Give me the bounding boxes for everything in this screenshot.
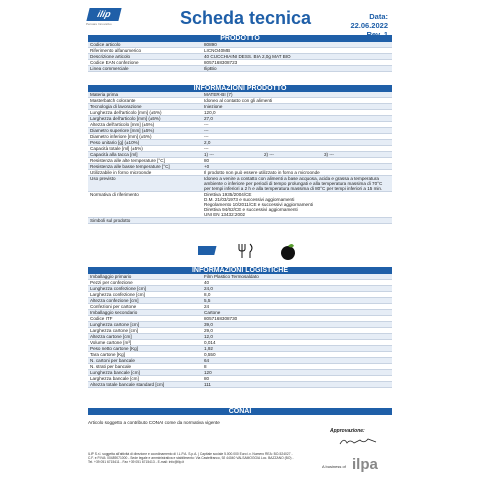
row-value: --- [202,146,392,152]
row-label: Peso netto cartone [Kg] [88,346,202,352]
table-logistiche [88,274,392,388]
table-row [88,382,392,388]
row-label: Confezioni per cartone [88,304,202,310]
row-label: Altezza cartone [cm] [88,334,202,340]
row-label: Uso previsto [88,176,202,192]
row-value: 5,5 [202,298,392,304]
row-value: IlipBio [202,66,392,72]
company-info: ILIP S.r.l. soggetta all'attività di direzione e coordinamento di I.L.P.A. S.p.A. | Capitale sociale 5.000.000 Euro i.v. Numero REA: BO-524027 - C.F. e P.IVA: 00489071000 - Sede legale e amministrativa e stabilimento: Via Castelfranco, 92 44040 VALSAMOGGIA Loc. BAZZANO (BO) - Tel. +39 051 6715411 - Fax +39 051 6715413 - E-mail: info@ilip.it [88,452,294,465]
row-label: Larghezza dell'articolo [mm] (±5%) [88,116,202,122]
row-label: Capacità totale [ml] (±5%) [88,146,202,152]
row-value: Film Plastico Termosaldato [202,274,392,280]
page-title: Scheda tecnica [180,8,312,28]
row-value: Iniezione [202,104,392,110]
table-informazioni [88,92,392,224]
row-label: Tecnologia di lavorazione [88,104,202,110]
row-value: 40 CUCCHIAINI DESS. BIA 2,0g MAT BIO [202,54,392,60]
row-value: 39,0 [202,322,392,328]
row-label: Imballaggio secondario [88,310,202,316]
section-prodotto: PRODOTTO [88,35,392,42]
row-value-part: 1) --- [204,152,214,157]
row-value: 80 [202,376,392,382]
row-value: 40 [202,280,392,286]
row-label: Lunghezza bancale [cm] [88,370,202,376]
table-row [88,218,392,224]
table-prodotto [88,42,392,72]
row-value [202,218,392,224]
row-value: Idoneo a venire a contatto con alimenti a base acquosa, acida e grassa a temperatura ambiente o inferiore per periodi di tempo prolungati e alla temperatura massima di 70°C per tempi inferiori a 2 h e alla temperatura massima di 80°C per tempi inferiori a 15 min. [202,176,392,192]
row-label: Codice articolo [88,42,202,48]
ilip-logo: ilip [86,8,121,21]
compostable-icon [281,244,295,260]
row-value [202,152,392,158]
row-label: Imballaggio primario [88,274,202,280]
date: Data: 22.06.2022 [350,12,388,30]
row-label: N. strati per bancale [88,364,202,370]
row-label: Larghezza cartone [cm] [88,328,202,334]
row-value: LICNO40MB [202,48,392,54]
row-label: Peso unitario [g] (±10%) [88,140,202,146]
table-row [88,152,392,158]
row-value: MATER-BI (7) [202,92,392,98]
row-value: 8 [202,364,392,370]
row-label: Altezza dell'articolo [mm] (±5%) [88,122,202,128]
section-informazioni: INFORMAZIONI PRODOTTO [88,85,392,92]
row-value: 24,0 [202,286,392,292]
row-value: 111 [202,382,392,388]
row-label: Altezza confezione [cm] [88,298,202,304]
signature [338,436,378,446]
food-contact-icon [239,244,252,258]
row-label: Descrizione articolo [88,54,202,60]
row-label: Diametro inferiore [mm] (±5%) [88,134,202,140]
row-label: Lunghezza dell'articolo [mm] (±5%) [88,110,202,116]
row-value: 64 [202,358,392,364]
row-label: Normativa di riferimento [88,192,202,218]
row-value: 120 [202,370,392,376]
row-value: +0 [202,164,392,170]
table-row [88,66,392,72]
row-label: Masterbatch colorante [88,98,202,104]
product-symbols [198,240,308,262]
row-value: 0,550 [202,352,392,358]
row-value: 2,0 [202,140,392,146]
row-label: Resistenza alle basse temperature [°C] [88,164,202,170]
row-label: Tara cartone [Kg] [88,352,202,358]
row-value: 80 [202,158,392,164]
row-value: 120,0 [202,110,392,116]
row-label: Capacità alla tacca [ml] [88,152,202,158]
row-label: Lunghezza confezione [cm] [88,286,202,292]
row-label: Simboli sul prodotto [88,218,202,224]
row-value: Cartone [202,310,392,316]
row-value: 27,0 [202,116,392,122]
row-label: Volume cartone [m³] [88,340,202,346]
row-value: 12,0 [202,334,392,340]
row-value: Direttiva 1935/2004/CE D.M. 21/03/1973 e successivi aggiornamenti Regolamento 10/2011/CE e successivi aggiornamenti Direttiva 94/62/CE e successivi aggiornamenti UNI EN 13432:2002 [202,192,392,218]
row-label: N. cartoni per bancale [88,358,202,364]
ilpa-logo: ilpa [352,456,378,473]
row-value: 0,014 [202,340,392,346]
row-value: 24 [202,304,392,310]
row-label: Linea commerciale [88,66,202,72]
row-value: --- [202,122,392,128]
row-label: Larghezza confezione [cm] [88,292,202,298]
section-logistiche: INFORMAZIONI LOGISTICHE [88,267,392,274]
row-label: Pezzi per confezione [88,280,202,286]
business-of-label: A business of [322,464,346,469]
row-value: Il prodotto non può essere utilizzato in forno a microonde [202,170,392,176]
row-label: Codice ITF [88,316,202,322]
row-label: Resistenza alle alte temperature [°C] [88,158,202,164]
row-label: Altezza totale bancale standard [cm] [88,382,202,388]
row-value: 29,0 [202,328,392,334]
section-conai: CONAI [88,408,392,415]
row-value: --- [202,128,392,134]
row-value: 80890 [202,42,392,48]
table-row [88,176,392,192]
ilip-symbol-icon [198,246,217,255]
row-value: --- [202,134,392,140]
row-label: Larghezza bancale [cm] [88,376,202,382]
row-value-part: 2) --- [264,152,274,157]
row-value: 8,0 [202,292,392,298]
symbols-svg [198,240,308,262]
header [0,0,480,30]
row-label: Lunghezza cartone [cm] [88,322,202,328]
row-label: Materia prima [88,92,202,98]
row-value: 8057168308723 [202,60,392,66]
row-label: Codice EAN confezione [88,60,202,66]
row-label: Riferimento alfanumerico [88,48,202,54]
logo-tagline: Pensare Innovativo [86,22,112,26]
table-row [88,192,392,218]
approval-label: Approvazione: [330,428,365,434]
row-value: 1,92 [202,346,392,352]
row-label: Utilizzabile in forno microonde [88,170,202,176]
row-value: 8057168308730 [202,316,392,322]
row-value: Idoneo al contatto con gli alimenti [202,98,392,104]
row-value-part: 3) --- [324,152,334,157]
row-label: Diametro superiore [mm] (±5%) [88,128,202,134]
conai-text: Articolo soggetto a contributo CONAI come da normativa vigente [88,420,220,425]
